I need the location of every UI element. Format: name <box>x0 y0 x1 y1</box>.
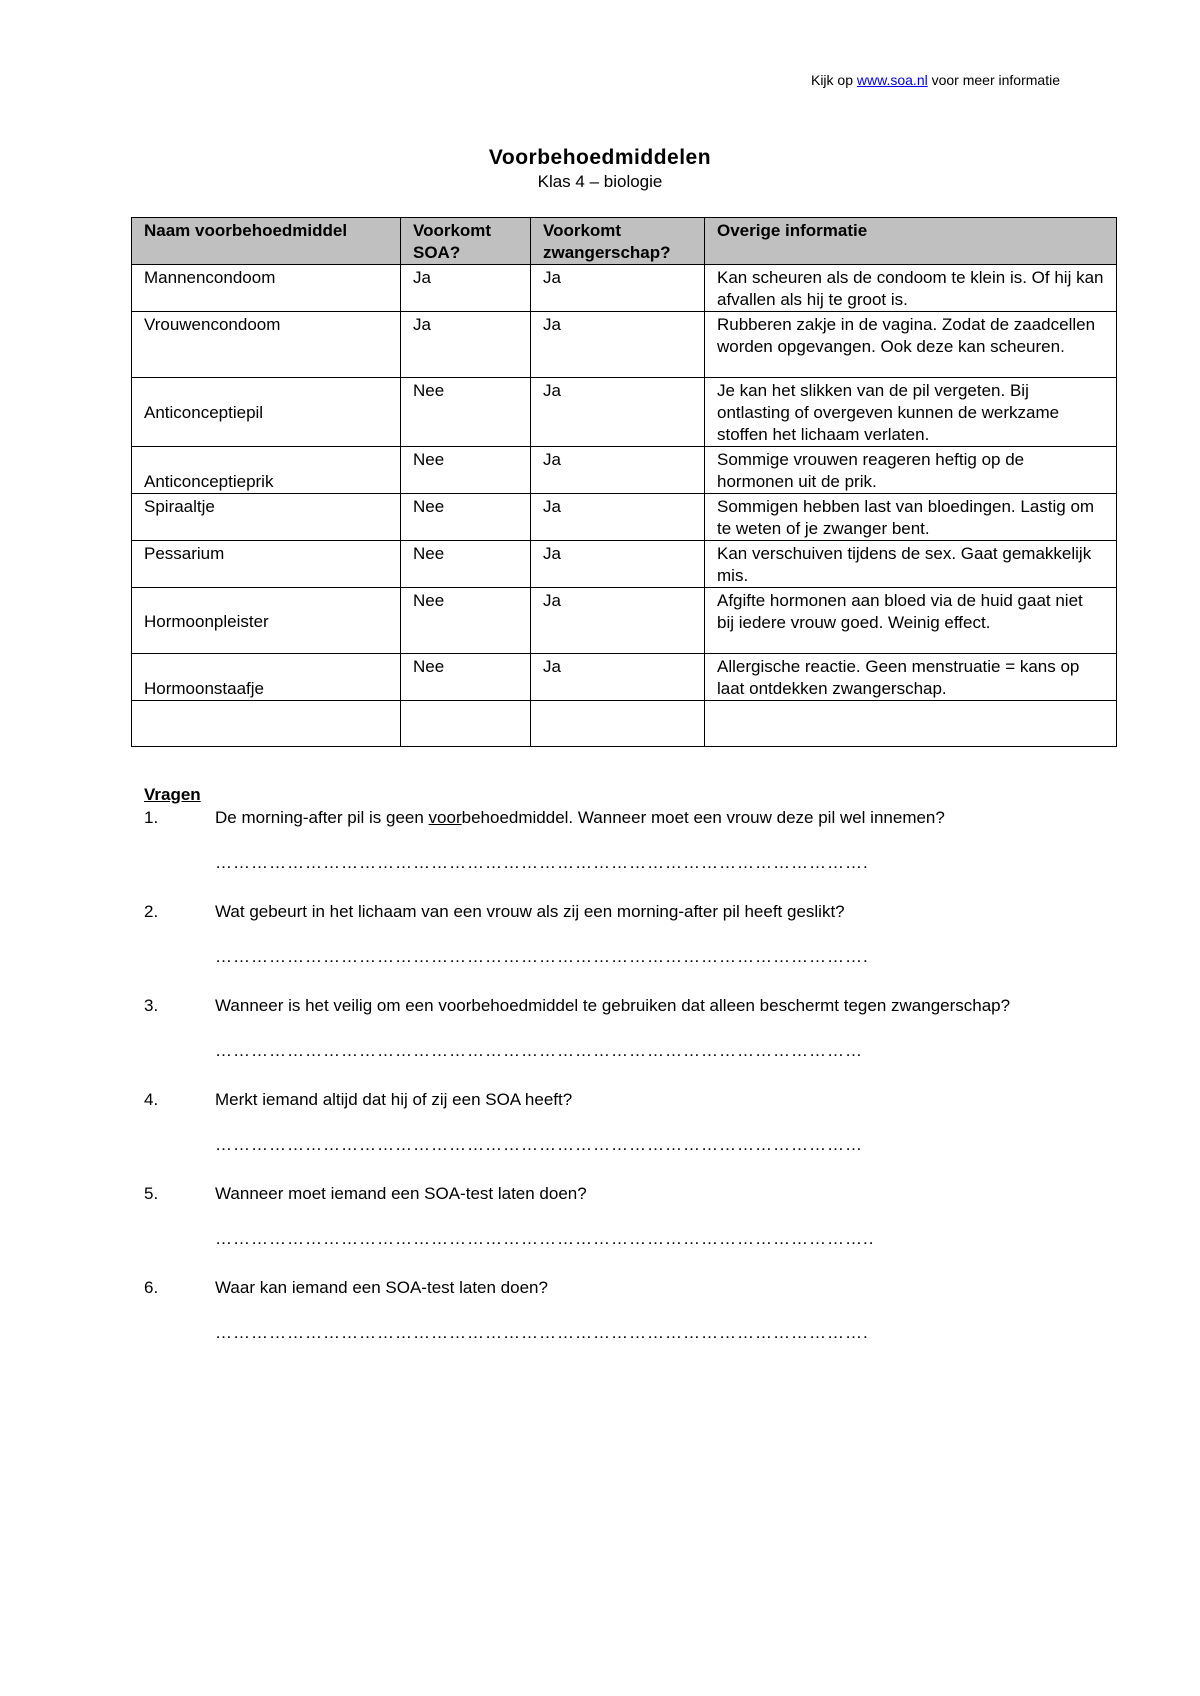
table-row <box>132 654 1117 701</box>
cell-info: Je kan het slikken van de pil vergeten. Bij ontlasting of overgeven kunnen de werkzame stoffen het lichaam verlaten. <box>705 378 1117 447</box>
cell-soa: Nee <box>401 541 531 588</box>
table-row <box>132 265 1117 312</box>
table-header-row <box>132 218 1117 265</box>
answer-line[interactable]: ……………………………………………………………………………………………… <box>215 1135 863 1154</box>
cell-info: Sommige vrouwen reageren heftig op de hormonen uit de prik. <box>705 447 1117 494</box>
table-row <box>132 588 1117 654</box>
table-row-empty <box>132 701 1117 747</box>
cell-soa: Nee <box>401 588 531 654</box>
question-number: 6. <box>144 1278 159 1297</box>
cell-soa: Nee <box>401 378 531 447</box>
question-number: 5. <box>144 1184 159 1203</box>
header-prefix: Kijk op <box>810 72 857 88</box>
question-text: Wanneer is het veilig om een voorbehoedmiddel te gebruiken dat alleen beschermt tegen zwangerschap? <box>215 996 1011 1015</box>
cell-soa <box>401 701 531 747</box>
question-number: 3. <box>144 996 159 1015</box>
underlined-word: voor <box>428 808 462 827</box>
table-row <box>132 447 1117 494</box>
header-soa: Voorkomt SOA? <box>401 218 531 265</box>
cell-info: Kan scheuren als de condoom te klein is. Of hij kan afvallen als hij te groot is. <box>705 265 1117 312</box>
table-row <box>132 378 1117 447</box>
question-item <box>144 901 1044 967</box>
answer-line[interactable]: ………………………………………………………………………………………………. <box>215 853 869 872</box>
cell-pregnancy <box>531 701 705 747</box>
cell-pregnancy: Ja <box>531 588 705 654</box>
header-pregnancy: Voorkomt zwangerschap? <box>531 218 705 265</box>
cell-soa: Nee <box>401 654 531 701</box>
contraceptives-table <box>131 217 1117 747</box>
questions-section <box>144 785 1044 1371</box>
header-note <box>811 72 1060 88</box>
cell-pregnancy: Ja <box>531 447 705 494</box>
cell-name: Spiraaltje <box>132 494 401 541</box>
table-row <box>132 312 1117 378</box>
cell-soa: Nee <box>401 494 531 541</box>
answer-line[interactable]: ……………………………………………………………………………………………….. <box>215 1229 875 1248</box>
cell-name: Anticonceptieprik <box>132 447 401 494</box>
cell-name: Hormoonstaafje <box>132 654 401 701</box>
questions-heading: Vragen <box>144 785 201 804</box>
question-number: 4. <box>144 1090 159 1109</box>
header-info: Overige informatie <box>705 218 1117 265</box>
question-text: Waar kan iemand een SOA-test laten doen? <box>215 1278 548 1297</box>
question-item <box>144 1183 1044 1249</box>
cell-info: Afgifte hormonen aan bloed via de huid gaat niet bij iedere vrouw goed. Weinig effect. <box>705 588 1117 654</box>
cell-info: Allergische reactie. Geen menstruatie = kans op laat ontdekken zwangerschap. <box>705 654 1117 701</box>
soa-link[interactable]: www.soa.nl <box>856 72 928 88</box>
cell-pregnancy: Ja <box>531 654 705 701</box>
question-text: De morning-after pil is geen voorbehoedmiddel. Wanneer moet een vrouw deze pil wel innemen? <box>215 808 945 827</box>
cell-name <box>132 701 401 747</box>
question-item <box>144 1277 1044 1343</box>
cell-pregnancy: Ja <box>531 378 705 447</box>
cell-pregnancy: Ja <box>531 541 705 588</box>
header-name: Naam voorbehoedmiddel <box>132 218 401 265</box>
question-text: Merkt iemand altijd dat hij of zij een SOA heeft? <box>215 1090 573 1109</box>
cell-info: Kan verschuiven tijdens de sex. Gaat gemakkelijk mis. <box>705 541 1117 588</box>
cell-info: Rubberen zakje in de vagina. Zodat de zaadcellen worden opgevangen. Ook deze kan scheuren. <box>705 312 1117 378</box>
cell-pregnancy: Ja <box>531 312 705 378</box>
cell-name: Hormoonpleister <box>132 588 401 654</box>
cell-name: Vrouwencondoom <box>132 312 401 378</box>
cell-soa: Ja <box>401 265 531 312</box>
question-item <box>144 807 1044 873</box>
question-text: Wanneer moet iemand een SOA-test laten doen? <box>215 1184 587 1203</box>
cell-info: Sommigen hebben last van bloedingen. Lastig om te weten of je zwanger bent. <box>705 494 1117 541</box>
page-title: Voorbehoedmiddelen <box>488 146 712 169</box>
question-text: Wat gebeurt in het lichaam van een vrouw als zij een morning-after pil heeft geslikt? <box>215 902 845 921</box>
question-number: 2. <box>144 902 159 921</box>
cell-soa: Ja <box>401 312 531 378</box>
table-row <box>132 494 1117 541</box>
answer-line[interactable]: ………………………………………………………………………………………………. <box>215 1323 869 1342</box>
cell-soa: Nee <box>401 447 531 494</box>
cell-pregnancy: Ja <box>531 265 705 312</box>
header-suffix: voor meer informatie <box>927 72 1060 88</box>
cell-name: Anticonceptiepil <box>132 378 401 447</box>
answer-line[interactable]: ………………………………………………………………………………………………. <box>215 947 869 966</box>
table-row <box>132 541 1117 588</box>
cell-name: Mannencondoom <box>132 265 401 312</box>
question-item <box>144 995 1044 1061</box>
answer-line[interactable]: ……………………………………………………………………………………………… <box>215 1041 863 1060</box>
question-item <box>144 1089 1044 1155</box>
cell-pregnancy: Ja <box>531 494 705 541</box>
page-subtitle: Klas 4 – biologie <box>537 172 663 191</box>
cell-info <box>705 701 1117 747</box>
cell-name: Pessarium <box>132 541 401 588</box>
question-number: 1. <box>144 808 159 827</box>
